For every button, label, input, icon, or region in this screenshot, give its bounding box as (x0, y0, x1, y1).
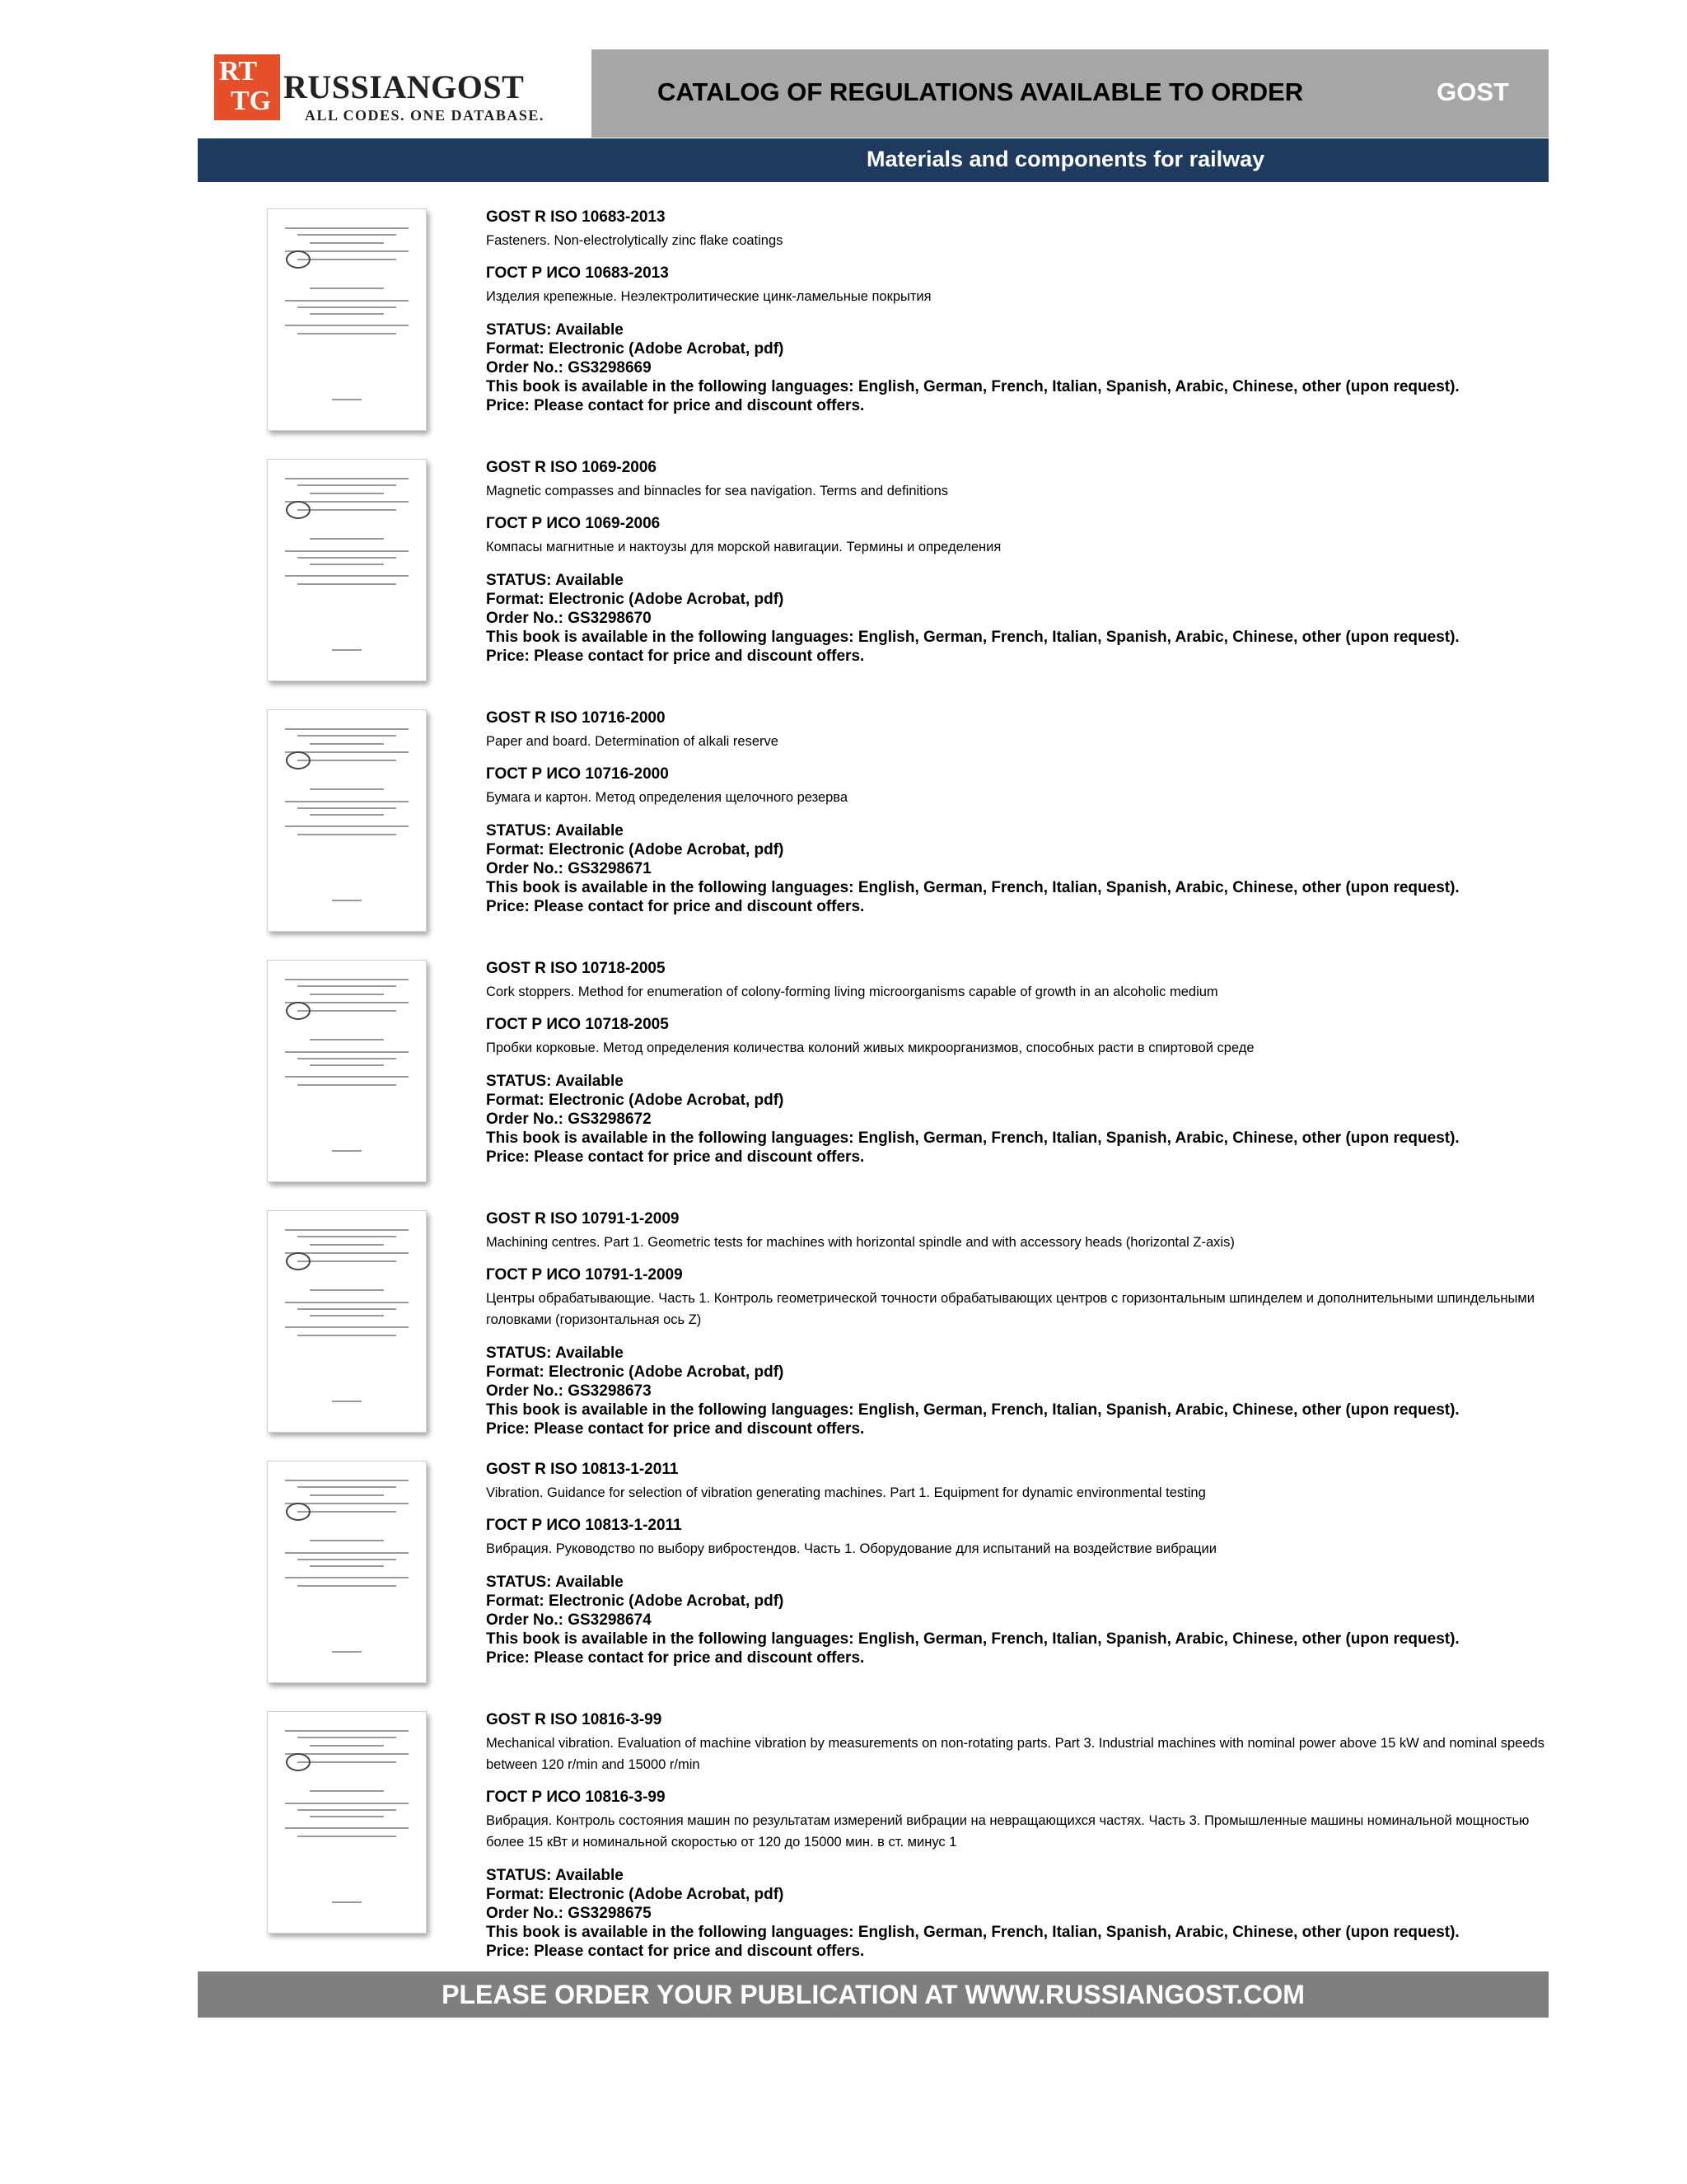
order-number: Order No.: GS3298673 (486, 1382, 652, 1400)
standard-code-ru: ГОСТ Р ИСО 10718-2005 (486, 1016, 669, 1033)
standard-title-ru: Вибрация. Руководство по выбору вибростендов. Часть 1. Оборудование для испытаний на воздействие вибрации (486, 1541, 1217, 1556)
standard-code-ru: ГОСТ Р ИСО 10816-3-99 (486, 1789, 666, 1806)
format-text: Format: Electronic (Adobe Acrobat, pdf) (486, 1886, 784, 1903)
logo-tagline: ALL CODES. ONE DATABASE. (305, 107, 544, 124)
entry-info (486, 960, 1549, 1167)
catalog-entry (198, 1461, 1549, 1708)
format-text: Format: Electronic (Adobe Acrobat, pdf) (486, 591, 784, 608)
document-thumbnail (267, 459, 427, 681)
order-number: Order No.: GS3298669 (486, 359, 652, 376)
catalog-entry (198, 208, 1549, 456)
standard-code-ru: ГОСТ Р ИСО 10716-2000 (486, 765, 669, 783)
standard-code-en: GOST R ISO 10718-2005 (486, 960, 666, 977)
standard-code-ru: ГОСТ Р ИСО 1069-2006 (486, 515, 661, 532)
status-text: STATUS: Available (486, 1867, 624, 1884)
languages-text: This book is available in the following languages: English, German, French, Italian, Spanish, Arabic, Chinese, other (upon request). (486, 1630, 1460, 1648)
standard-title-ru: Пробки корковые. Метод определения количества колоний живых микроорганизмов, способных расти в спиртовой среде (486, 1041, 1255, 1055)
entry-info (486, 709, 1549, 916)
languages-text: This book is available in the following languages: English, German, French, Italian, Spanish, Arabic, Chinese, other (upon request). (486, 629, 1460, 646)
document-thumbnail (267, 1711, 427, 1934)
entry-info (486, 1461, 1549, 1667)
document-thumbnail (267, 709, 427, 932)
standard-code-en: GOST R ISO 10816-3-99 (486, 1711, 662, 1728)
page-header (198, 49, 1549, 138)
price-text: Price: Please contact for price and discount offers. (486, 1420, 865, 1438)
languages-text: This book is available in the following languages: English, German, French, Italian, Spanish, Arabic, Chinese, other (upon request). (486, 1129, 1460, 1147)
catalog-entry (198, 960, 1549, 1207)
standard-code-ru: ГОСТ Р ИСО 10791-1-2009 (486, 1266, 683, 1284)
standard-title-en: Fasteners. Non-electrolytically zinc flake coatings (486, 233, 783, 248)
status-text: STATUS: Available (486, 822, 624, 839)
standard-title-ru: Центры обрабатывающие. Часть 1. Контроль геометрической точности обрабатывающих центров с горизонтальным шпинделем и дополнительными шпиндельными головками (горизонтальная ось Z) (486, 1291, 1535, 1327)
price-text: Price: Please contact for price and discount offers. (486, 898, 865, 915)
order-number: Order No.: GS3298672 (486, 1111, 652, 1128)
price-text: Price: Please contact for price and discount offers. (486, 648, 865, 665)
format-text: Format: Electronic (Adobe Acrobat, pdf) (486, 1363, 784, 1381)
standard-code-en: GOST R ISO 10683-2013 (486, 208, 666, 226)
format-text: Format: Electronic (Adobe Acrobat, pdf) (486, 1092, 784, 1109)
order-number: Order No.: GS3298671 (486, 860, 652, 877)
standard-title-ru: Бумага и картон. Метод определения щелочного резерва (486, 790, 848, 805)
standard-title-en: Machining centres. Part 1. Geometric tests for machines with horizontal spindle and with accessory heads (horizontal Z-axis) (486, 1235, 1235, 1250)
order-number: Order No.: GS3298674 (486, 1611, 652, 1629)
order-footer[interactable] (198, 1971, 1549, 2018)
catalog-entry (198, 459, 1549, 706)
logo-mark-bottom: TG (231, 86, 272, 116)
standard-title-ru: Компасы магнитные и нактоузы для морской навигации. Термины и определения (486, 540, 1002, 554)
languages-text: This book is available in the following languages: English, German, French, Italian, Spanish, Arabic, Chinese, other (upon request). (486, 1401, 1460, 1419)
logo (198, 49, 591, 138)
logo-mark-icon (214, 54, 280, 120)
entry-info (486, 1711, 1549, 1961)
gost-label: GOST (1437, 77, 1509, 106)
price-text: Price: Please contact for price and discount offers. (486, 1943, 865, 1960)
document-thumbnail (267, 960, 427, 1182)
languages-text: This book is available in the following languages: English, German, French, Italian, Spanish, Arabic, Chinese, other (upon request). (486, 879, 1460, 896)
format-text: Format: Electronic (Adobe Acrobat, pdf) (486, 1592, 784, 1610)
standard-code-en: GOST R ISO 10791-1-2009 (486, 1210, 680, 1228)
order-number: Order No.: GS3298670 (486, 610, 652, 627)
standard-title-ru: Вибрация. Контроль состояния машин по результатам измерений вибрации на невращающихся частях. Часть 3. Промышленные машины номинальной мощностью более 15 кВт и номинальной скоростью от 120 до 15000 мин. в ст. минус 1 (486, 1813, 1530, 1850)
catalog-banner (591, 49, 1549, 138)
status-text: STATUS: Available (486, 321, 624, 339)
price-text: Price: Please contact for price and discount offers. (486, 1148, 865, 1166)
format-text: Format: Electronic (Adobe Acrobat, pdf) (486, 841, 784, 858)
logo-mark-top: RT (219, 56, 258, 87)
languages-text: This book is available in the following languages: English, German, French, Italian, Spanish, Arabic, Chinese, other (upon request). (486, 1924, 1460, 1941)
standard-title-en: Vibration. Guidance for selection of vibration generating machines. Part 1. Equipment for dynamic environmental testing (486, 1485, 1206, 1500)
standard-code-ru: ГОСТ Р ИСО 10813-1-2011 (486, 1517, 682, 1534)
status-text: STATUS: Available (486, 1073, 624, 1090)
document-thumbnail (267, 1210, 427, 1433)
standard-title-en: Paper and board. Determination of alkali reserve (486, 734, 778, 749)
order-link[interactable]: PLEASE ORDER YOUR PUBLICATION AT WWW.RUSSIANGOST.COM (442, 1980, 1305, 2009)
catalog-entry (198, 709, 1549, 956)
status-text: STATUS: Available (486, 1345, 624, 1362)
category-banner (198, 138, 1549, 182)
standard-code-en: GOST R ISO 10716-2000 (486, 709, 666, 727)
catalog-entry (198, 1711, 1549, 1958)
standard-code-ru: ГОСТ Р ИСО 10683-2013 (486, 264, 669, 282)
category-title: Materials and components for railway (867, 147, 1265, 171)
languages-text: This book is available in the following languages: English, German, French, Italian, Spanish, Arabic, Chinese, other (upon request). (486, 378, 1460, 395)
document-thumbnail (267, 208, 427, 431)
price-text: Price: Please contact for price and discount offers. (486, 397, 865, 414)
price-text: Price: Please contact for price and discount offers. (486, 1649, 865, 1667)
standard-code-en: GOST R ISO 10813-1-2011 (486, 1461, 679, 1478)
catalog-entry (198, 1210, 1549, 1457)
standard-title-en: Magnetic compasses and binnacles for sea navigation. Terms and definitions (486, 484, 949, 498)
standard-code-en: GOST R ISO 1069-2006 (486, 459, 657, 476)
logo-name: RUSSIANGOST (283, 68, 525, 105)
format-text: Format: Electronic (Adobe Acrobat, pdf) (486, 340, 784, 358)
catalog-title: CATALOG OF REGULATIONS AVAILABLE TO ORDER (657, 77, 1304, 106)
status-text: STATUS: Available (486, 572, 624, 589)
standard-title-ru: Изделия крепежные. Неэлектролитические цинк-ламельные покрытия (486, 289, 932, 304)
status-text: STATUS: Available (486, 1574, 624, 1591)
entry-info (486, 208, 1549, 415)
entry-info (486, 459, 1549, 666)
entry-info (486, 1210, 1549, 1438)
order-number: Order No.: GS3298675 (486, 1905, 652, 1922)
document-thumbnail (267, 1461, 427, 1683)
standard-title-en: Cork stoppers. Method for enumeration of colony-forming living microorganisms capable of growth in an alcoholic medium (486, 984, 1218, 999)
standard-title-en: Mechanical vibration. Evaluation of machine vibration by measurements on non-rotating parts. Part 3. Industrial machines with nominal power above 15 kW and nominal speeds between 120 r/min and 15000 r/min (486, 1736, 1544, 1772)
